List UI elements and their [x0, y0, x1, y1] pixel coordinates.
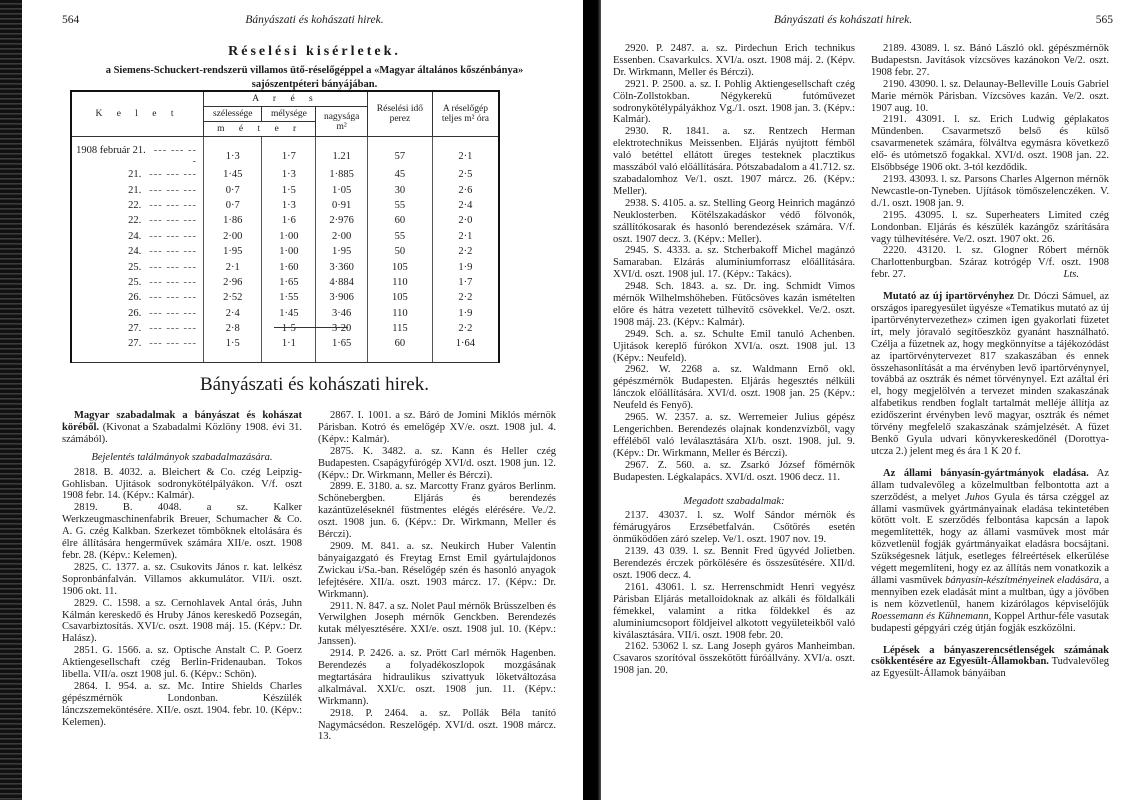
cell-date: 26. --- --- --- [71, 290, 204, 305]
signature: Lts. [1063, 269, 1079, 281]
col-header-kelet: K e l e t [71, 91, 204, 137]
cell-date: 27. --- --- --- [71, 321, 204, 336]
cell-sz: 2·4 [204, 306, 262, 321]
patent-entry: 2930. R. 1841. a. sz. Rentzech Herman elektrotechnikus Meissenben. Eljárás nyújtott fémből való betéttel ellátott üreges testeknek placztikus masszából való előállítására. Pótszabadalom a 41.712. sz. szabadalomhoz Ve/1. oszt. 1907 márcz. 26. (Képv.: Meller). [613, 126, 856, 197]
cell-tel: 1·9 [432, 259, 499, 274]
cell-ido: 45 [367, 167, 432, 182]
cell-sz: 2·52 [204, 290, 262, 305]
patent-entry: 2965. W. 2357. a. sz. Werremeier Julius gépész Lengerichben. Berendezés olajnak kondenzvízből, vagy efféléből való leválasztására XI/b. oszt. 1908. jul. 9. (Képv.: Dr. Wirkmann, Meller és Bérczi). [613, 412, 855, 459]
cell-date: 27. --- --- --- [71, 336, 204, 362]
running-title: Bányászati és kohászati hirek. [245, 14, 384, 26]
cell-tel: 1·64 [432, 336, 499, 362]
table-row [71, 290, 499, 305]
cell-ido: 30 [367, 182, 432, 197]
scan-left-edge [0, 0, 22, 800]
table-row [71, 244, 499, 259]
cell-na: 1·885 [316, 167, 368, 182]
patents-intro: Magyar szabadalmak a bányászat és kohászat köréből. (Kivonat a Szabadalmi Közlöny 1908. évi 31. számából). [62, 410, 302, 445]
cell-ido: 57 [367, 137, 432, 168]
cell-tel: 2·5 [432, 167, 499, 182]
cell-tel: 2·0 [432, 213, 499, 228]
granted-subheading: Megadott szabadalmak: [683, 495, 785, 507]
cell-tel: 2·2 [432, 290, 499, 305]
article-ipartorveny: Mutató az új ipartörvényhez Dr. Dóczi Sámuel, az országos iparegyesület ügyésze «Tematikus mutató az új ipartörvénytervezethez» czimen igen gyakorlati füzetet írt, mely jóravaló segítőeszköz gyanánt használható. Czélja a füzetnek az, hogy megkönnyítse a tájékozódást az ipartörvénytervezet 817 szakaszában és ennek összehasonlítását a ma érvényben levő ipartörvénynyel, továbbá az osztrák és német törvénynyel. Ezt azáltal éri el, hogy megjelölvén a tervezet minden szakaszának alfabetikus rendben foglalt tartalmát melléje állítja az ezidőszerint érvényben levő magyar, osztrák és német törvény megfelelő szakaszának számjelzését. A füzet Benkő Gyula udvari könyvkereskedőnél (Dorottya-utcza 2.) jelent meg és ára 1 K 20 f. [871, 291, 1109, 457]
cell-sz: 2·00 [204, 229, 262, 244]
cell-na: 3·360 [316, 259, 368, 274]
cell-na: 3·20 [316, 321, 368, 336]
cell-me: 1·60 [262, 259, 316, 274]
right-column-2 [871, 43, 1109, 680]
patent-entry: 2818. B. 4032. a. Bleichert & Co. czég Leipzig-Gohlisban. Ujitások sodronykötélpályákon. V/f. oszt 1908 febr. 14. (Képv.: Kalmár). [62, 466, 302, 502]
table-row [71, 213, 499, 228]
patent-entry: 2911. N. 847. a sz. Nolet Paul mérnök Brüsszelben és Verwilghen Joseph mérnök Genckben. Berendezés kutak mélyesztésére. XXI/e. oszt. 1908 jul. 10. (Képv.: Janssen). [318, 600, 556, 648]
col-header-gep: A réselőgép teljes m² óra [432, 91, 499, 137]
cell-date: 22. --- --- --- [71, 213, 204, 228]
cell-sz: 2·96 [204, 275, 262, 290]
patent-entry: 2864. I. 954. a. sz. Mc. Intire Shields Charles gépészmérnök Londonban. Készülék lánczszemeköntésére. XII/e. oszt. 1904. febr. 10. (Képv.: Kelemen). [62, 680, 302, 728]
cell-na: 2·976 [316, 213, 368, 228]
section-divider [274, 327, 348, 328]
table-title: Réselési kisérletek. [228, 44, 401, 59]
cell-tel: 2·1 [432, 229, 499, 244]
cell-me: 1·5 [262, 321, 316, 336]
table-row [71, 321, 499, 336]
book-spine-gutter [583, 0, 601, 800]
patent-entry: 2829. C. 1598. a sz. Cernohlavek Antal órás, Juhn Kálmán kereskedő és Hruby János kereskedő Pozsegán, Csavarbiztosítás. XVI/c. oszt. 1908 máj. 15. (Képv.: Dr. Halász). [62, 597, 302, 645]
cell-me: 1·7 [262, 137, 316, 168]
cell-na: 0·91 [316, 198, 368, 213]
cell-ido: 50 [367, 244, 432, 259]
cell-na: 3·46 [316, 306, 368, 321]
granted-entry: 2162. 53062 l. sz. Lang Joseph gyáros Manheimban. Csavaros szorítóval összekötött fúróállvány. XVI/a. oszt. 1908 jan. 20. [613, 641, 855, 677]
cell-sz: 1·95 [204, 244, 262, 259]
patent-entry: 2948. Sch. 1843. a. sz. Dr. ing. Schmidt Vimos mérnök Wilhelmshöheben. Fütőcsöves kazán ismételten előre és hátra vezetett túlhevítő csövekkel. Ve/2. oszt. 1908 máj. 23. (Képv.: Kalmár). [613, 281, 855, 328]
cell-date: 1908 február 21. --- --- --- [71, 137, 204, 168]
table-subtitle [62, 64, 567, 92]
cell-sz: 1·45 [204, 167, 262, 182]
patent-entry: 2914. P. 2426. a. sz. Prött Carl mérnök Hagenben. Berendezés a folyadékoszlopok mozgásának megtartására hidraulikus szivattyuk löketváltozása alkalmával. XXI/c. oszt. 1908 jun. 11. (Képv.: Wirkmann). [318, 648, 556, 707]
cell-me: 1·5 [262, 182, 316, 197]
table-row [71, 198, 499, 213]
patent-entry: 2949. Sch. a. sz. Schulte Emil tanuló Achenben. Ujitások kereplő fúrókon XVI/a. oszt. 1908 jul. 13 (Képv.: Neufeld). [613, 328, 855, 364]
col-header-szelesseg: szélessége [204, 107, 262, 122]
cell-na: 1.21 [316, 137, 368, 168]
patent-entry: 2867. I. 1001. a sz. Báró de Jomini Miklós mérnök Párisban. Kotró és emelőgép XV/e. oszt. 1908 jul. 4. (Képv.: Kalmár). [318, 410, 556, 445]
cell-na: 1·65 [316, 336, 368, 362]
cell-sz: 1·5 [204, 336, 262, 362]
cell-sz: 2·8 [204, 321, 262, 336]
cell-tel: 2·2 [432, 244, 499, 259]
granted-entry: 2137. 43037. l. sz. Wolf Sándor mérnök és fémárugyáros Erzsébetfalván. Csőtörés esetén önműködően záró szelep. Ve/1. oszt. 1907 nov. 19. [613, 510, 855, 546]
patent-entry: 2962. W. 2268 a. sz. Waldmann Ernő okl. gépészmérnök Budapesten. Eljárás hegesztés nélküli lánczok előállítására. XVI/d. oszt. 1908 jan. 25 (Képv.: Neufeld és Fenyő). [613, 364, 855, 412]
patent-entry: 2909. M. 841. a. sz. Neukirch Huber Valentin bányaigazgató és Freytag Ernst Emil gyártulajdonos Zwickau i/Sa.-ban. Réselőgép szén és hasonló anyagok lefejtésére. XII/a. oszt. 1903 márcz. 17. (Képv.: Dr. Wirkmann). [318, 540, 556, 600]
cell-me: 1·3 [262, 198, 316, 213]
experiment-table [70, 90, 500, 363]
granted-entry: 2139. 43 039. l. sz. Bennit Fred ügyvéd Jolietben. Berendezés érczek pörkölésére és összesütésére. XII/d. oszt. 1906 decz. 4. [613, 546, 855, 581]
patent-entry: 2967. Z. 560. a. sz. Zsarkó József főmérnök Budapesten. Légkalapács. XVI/d. oszt. 1906 decz. 11. [613, 459, 855, 483]
patent-entry: 2920. P. 2487. a. sz. Pirdechun Erich technikus Essenben. Csavarkulcs. XVI/a. oszt. 1908 máj. 2. (Képv. Dr. Wirkmann, Meller és Bérczi). [613, 43, 855, 78]
cell-me: 1·55 [262, 290, 316, 305]
cell-na: 2·00 [316, 229, 368, 244]
patent-entry: 2825. C. 1377. a. sz. Csukovits János r. kat. lelkész Sopronbánfalván. Villamos akkumulátor. VII/i. oszt. 1906 okt. 11. [62, 561, 302, 597]
cell-me: 1·3 [262, 167, 316, 182]
col-header-ido: Réselési idő perez [367, 91, 432, 137]
table-row [71, 336, 499, 362]
table-row [71, 259, 499, 274]
cell-na: 1·05 [316, 182, 368, 197]
col-header-ares: A r é s [204, 91, 368, 107]
left-column-2 [318, 410, 556, 743]
cell-tel: 1·9 [432, 306, 499, 321]
table-row [71, 306, 499, 321]
cell-na: 1·95 [316, 244, 368, 259]
granted-entry: 2190. 43090. l. sz. Delaunay-Belleville Louis Gabriel Marie mérnök Párisban. Vízcsöves kazán. Ve/2. oszt. 1907 aug. 10. [871, 78, 1109, 114]
page-number: 564 [62, 14, 80, 26]
col-header-melyseg: mélysége [262, 107, 316, 122]
table-row [71, 275, 499, 290]
page-number: 565 [1095, 14, 1113, 26]
cell-date: 26. --- --- --- [71, 306, 204, 321]
cell-date: 21. --- --- --- [71, 182, 204, 197]
patent-entry: 2918. P. 2464. a. sz. Pollák Béla tanító Nagymácsédon. Reszelőgép. XVI/d. oszt. 1908 márcz. 13. [318, 707, 556, 743]
section-title: Bányászati és kohászati hirek. [200, 374, 429, 395]
cell-ido: 55 [367, 229, 432, 244]
cell-me: 1·65 [262, 275, 316, 290]
granted-entry: 2189. 43089. l. sz. Bánó László okl. gépészmérnök Budapestsn. Javítások vízcsöves kazánokon Ve/2. oszt. 1908 febr. 27. [871, 43, 1109, 78]
cell-na: 3·906 [316, 290, 368, 305]
cell-me: 1·00 [262, 229, 316, 244]
cell-tel: 1·7 [432, 275, 499, 290]
table-row [71, 182, 499, 197]
cell-ido: 110 [367, 275, 432, 290]
cell-date: 22. --- --- --- [71, 198, 204, 213]
col-header-nagysaga: nagysága m² [316, 107, 368, 137]
cell-ido: 60 [367, 213, 432, 228]
patent-entry: 2945. S. 4333. a. sz. Stcherbakoff Michel magánzó Samaraban. Elzárás aluminiumforrasz előállítására. XVI/d. oszt. 1908 jul. 17. (Képv.: Takács). [613, 245, 855, 281]
granted-entry: 2195. 43095. l. sz. Superheaters Limited czég Londonban. Eljárás és készülék kazángőz szárítására vagy túlhevítésére. Ve/2. oszt. 1907 okt. 26. [871, 209, 1109, 245]
cell-tel: 2·6 [432, 182, 499, 197]
cell-date: 25. --- --- --- [71, 259, 204, 274]
cell-ido: 60 [367, 336, 432, 362]
cell-sz: 1·86 [204, 213, 262, 228]
cell-sz: 0·7 [204, 198, 262, 213]
table-subtitle-line1: a Siemens-Schuckert-rendszerü villamos ütő-réselőgéppel a «Magyar általános kőszénbánya» [105, 65, 524, 76]
patent-entry: 2819. B. 4048. a sz. Kalker Werkzeugmaschinenfabrik Breuer, Schumacher & Co. A. G. czég Kalkban. Szerkezet tömböknek eltolására és élre állítására hengerművek számára XII/e. oszt. 1908 febr. 28. (Képv.: Kelemen). [62, 502, 302, 561]
left-column-1 [62, 410, 302, 729]
table-row [71, 229, 499, 244]
granted-entry: 2161. 43061. l. sz. Herrenschmidt Henri vegyész Párisban Eljárás metalloidoknak az alkáli és földalkáli fémekkel, valamint a ritka földekkel és az aluminiumcsoport földjeivel alkotott vegyületeikből való kiválasztására. VII/i. oszt. 1908 febr. 20. [613, 581, 855, 641]
running-title: Bányászati és kohászati hirek. [773, 14, 913, 26]
cell-me: 1·00 [262, 244, 316, 259]
cell-me: 1·1 [262, 336, 316, 362]
cell-ido: 110 [367, 306, 432, 321]
cell-tel: 2·2 [432, 321, 499, 336]
left-page [62, 0, 567, 800]
cell-tel: 2·1 [432, 137, 499, 168]
cell-ido: 115 [367, 321, 432, 336]
cell-ido: 105 [367, 290, 432, 305]
cell-me: 1·45 [262, 306, 316, 321]
article-banyaszerencsetlenseg: Lépések a bányaszerencsétlenségek számának csökkentésére az Egyesült-Államokban. Tudvalevőleg az Egyesült-Államok bányáiban [871, 644, 1109, 680]
cell-sz: 0·7 [204, 182, 262, 197]
col-header-meter: m é t e r [204, 122, 316, 137]
cell-sz: 1·3 [204, 137, 262, 168]
right-column-1 [613, 43, 855, 677]
cell-sz: 2·1 [204, 259, 262, 274]
patent-entry: 2921. P. 2500. a. sz. I. Pohlig Aktiengesellschaft czég Cöln-Zollstokban. Négykerekü futóművezet sodronykötélypályákhoz Vg./1. oszt. 1908 jan. 3. (Képv.: Kalmár). [613, 78, 855, 126]
cell-date: 24. --- --- --- [71, 244, 204, 259]
patent-entry: 2875. K. 3482. a. sz. Kann és Heller czég Budapesten. Csapágyfúrógép XVI/d. oszt. 1908 jun. 12. (Képv.: Dr. Wirkmann, Meller és Bérczi). [318, 445, 556, 481]
cell-na: 4·884 [316, 275, 368, 290]
cell-date: 25. --- --- --- [71, 275, 204, 290]
cell-tel: 2·4 [432, 198, 499, 213]
granted-entry: 2191. 43091. l. sz. Erich Ludwig géplakatos Mündenben. Csavarmetsző belső és külső csavarmenetek számára, fölváltva egymásra következő elő- és utómetsző fogakkal. XVI/d. oszt. 1908 jan. 22. Elsőbbsége 1906 okt. 3-tól kezdődik. [871, 114, 1109, 174]
cell-date: 24. --- --- --- [71, 229, 204, 244]
cell-ido: 55 [367, 198, 432, 213]
cell-date: 21. --- --- --- [71, 167, 204, 182]
article-banyasin: Az állami bányasín-gyártmányok eladása. Az állam tudvalevőleg a közelmultban felbontotta azt a szerződést, a melyet Juhos Gyula és társa czéggel az állami vasművek gyártmányainak eladása tekintetében kötött volt. E szerződés felbontása kapcsán a lapok megemlítették, hogy az állami vasművek most már közvetlenül fogják gyártmányaikat eladásra bocsájtani. Szükségesnek látjuk, esetleges félreértések elkerülése végett megemlíteni, hogy ez az állítás nem vonatkozik a állami vasművek bányasín-készítményeinek eladására, a mennyiben ezek eladását mint a multban, úgy a jövőben is nem közvetlenül, hanem kizárólagos képviselőjük Roessemann és Kühnemann, Koppel Arthur-féle vasutak budapesti gépgyári czég útján fogják eszközölni. [871, 467, 1110, 634]
cell-me: 1·6 [262, 213, 316, 228]
granted-entry: 2193. 43093. l. sz. Parsons Charles Algernon mérnök Newcastle-on-Tyneben. Ujítások tömőszelenczéken. V. d./1. oszt. 1908 jan. 9. [871, 173, 1109, 209]
cell-ido: 105 [367, 259, 432, 274]
table-row [71, 167, 499, 182]
right-page [613, 0, 1113, 800]
patent-entry: 2899. E. 3180. a. sz. Marcotty Franz gyáros Berlinm. Schönebergben. Eljárás és berendezés kazántüzeléseknél füstmentes elégés elérésére. Ve./2. oszt. 1908 jun. 6. (Képv.: Dr. Wirkmann, Meller és Bérczi). [318, 481, 556, 541]
table-subtitle-line2: sajószentpéteri bányájában. [251, 79, 378, 90]
patent-entry: 2938. S. 4105. a. sz. Stelling Georg Heinrich magánzó Neuklosterben. Kötélszakadáskor védő fölvonók, szállítókosarak és hasonló berendezések számára. V/f. oszt. 1907 decz. 3. (Képv.: Meller). [613, 197, 855, 245]
patents-subheading: Bejelentés találmányok szabadalmazására. [91, 451, 273, 463]
patent-entry: 2851. G. 1566. a. sz. Optische Anstalt C. P. Goerz Aktiengesellschaft czég Berlin-Fridenauban. Tokos libella. VII/a. oszt 1908 jul. 6. (Képv.: Schön). [62, 645, 302, 681]
table-row [71, 137, 499, 168]
granted-entry: 2220. 43120. l. sz. Glogner Róbert mérnök Charlottenburgban. Száraz kotrógép V/f. oszt. 1908 febr. 27. Lts. [871, 245, 1109, 281]
